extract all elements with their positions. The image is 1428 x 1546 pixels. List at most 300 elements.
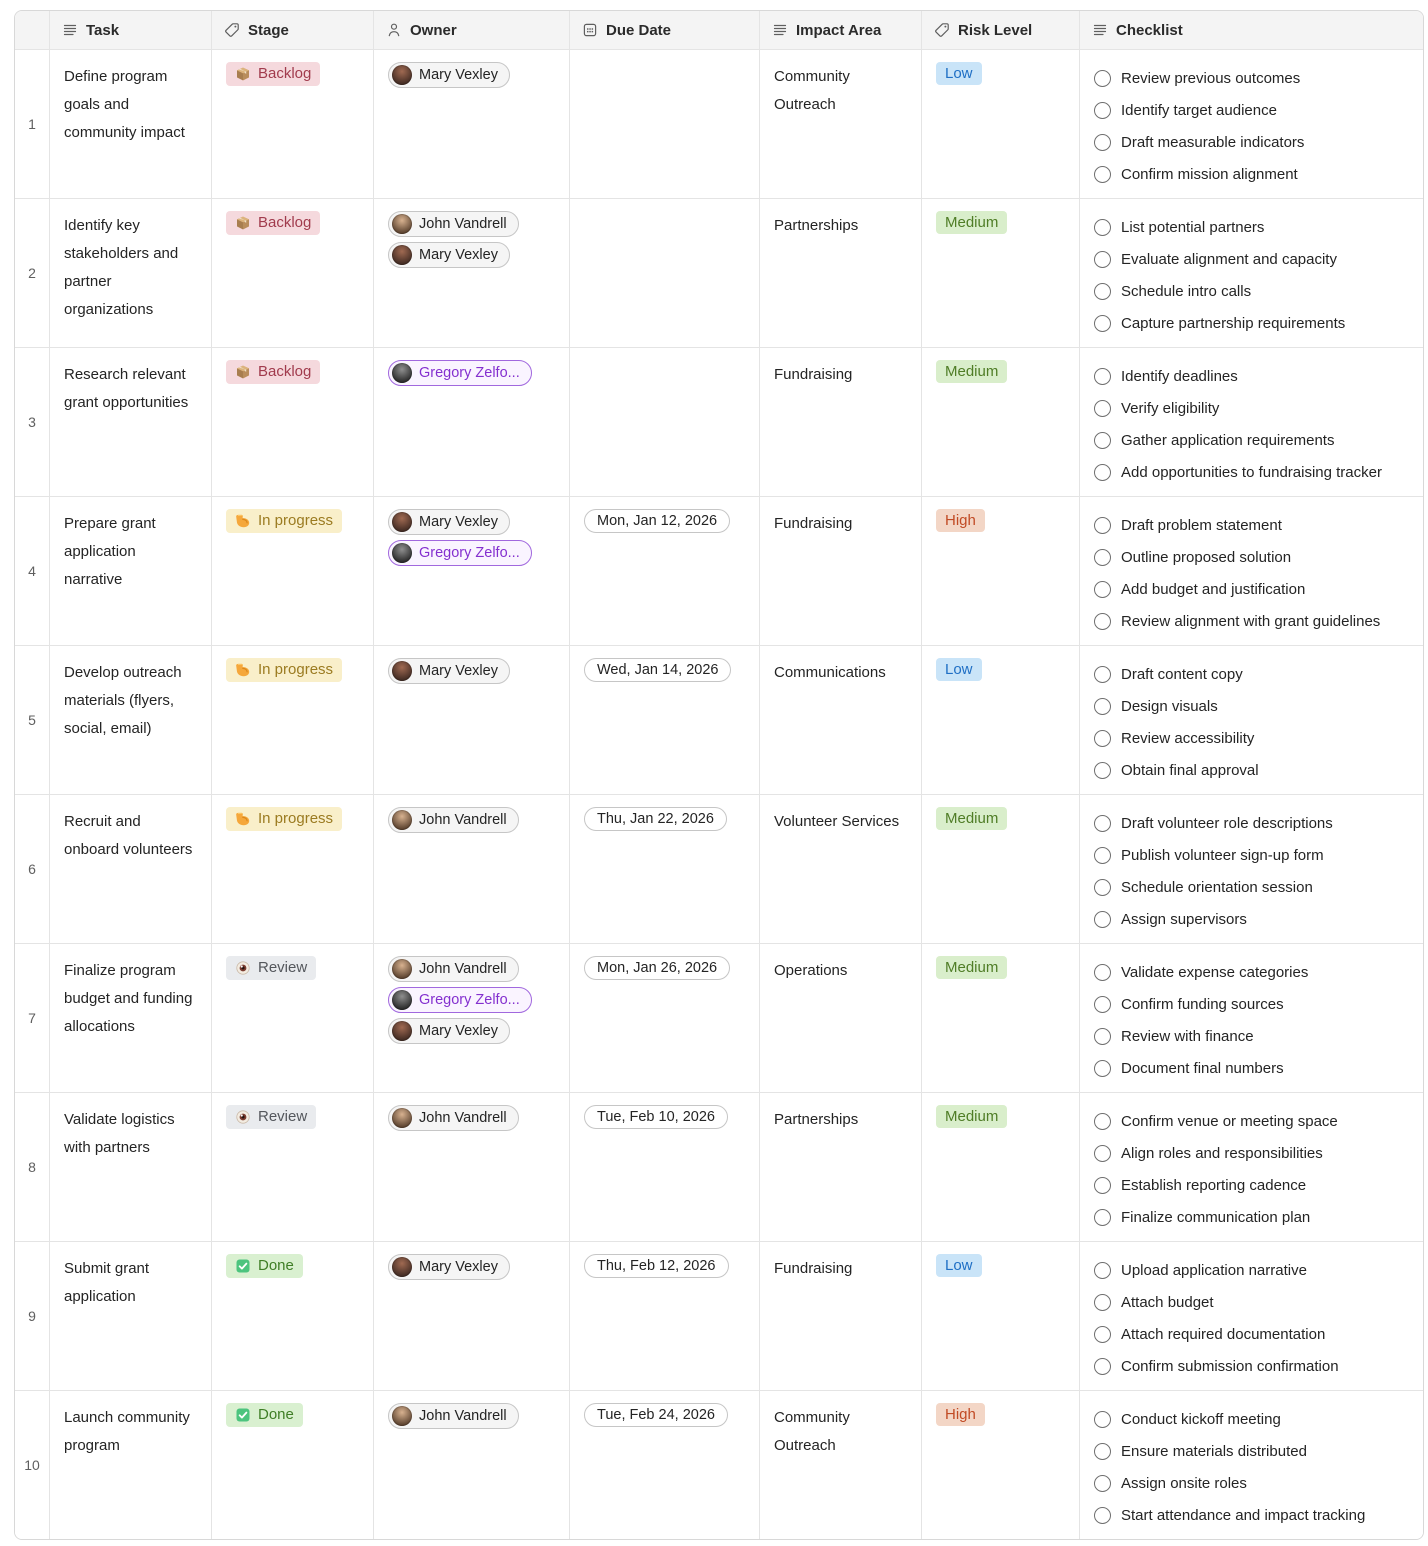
checklist-item-label: Design visuals xyxy=(1121,697,1218,715)
row-number: 1 xyxy=(28,116,36,132)
checkbox-circle[interactable] xyxy=(1094,432,1111,449)
checkbox-circle[interactable] xyxy=(1094,698,1111,715)
owner-list xyxy=(388,956,555,1044)
checklist-item xyxy=(1094,871,1409,903)
table-row xyxy=(15,496,1423,645)
owner-cell xyxy=(373,1093,569,1241)
checklist-item-label: Outline proposed solution xyxy=(1121,548,1292,566)
checklist-item-label: Schedule intro calls xyxy=(1121,282,1252,300)
checklist-item xyxy=(1094,1254,1409,1286)
due-date-cell xyxy=(569,50,759,198)
column-header-risk-level[interactable] xyxy=(921,11,1079,49)
checkbox-circle[interactable] xyxy=(1094,549,1111,566)
due-date-pill[interactable]: Thu, Feb 12, 2026 xyxy=(584,1254,729,1278)
stage-badge[interactable] xyxy=(226,956,316,980)
checklist xyxy=(1094,509,1409,637)
checklist-cell xyxy=(1079,497,1423,645)
checkbox-circle[interactable] xyxy=(1094,911,1111,928)
checklist-item-label: Document final numbers xyxy=(1121,1059,1284,1077)
checklist-item-label: Gather application requirements xyxy=(1121,431,1335,449)
stage-badge[interactable] xyxy=(226,360,320,384)
task-cell[interactable] xyxy=(49,497,211,645)
due-date-cell xyxy=(569,646,759,794)
owner-list xyxy=(388,1254,555,1280)
stage-badge[interactable] xyxy=(226,807,342,831)
checklist-item-label: Evaluate alignment and capacity xyxy=(1121,250,1337,268)
checklist-item-label: Obtain final approval xyxy=(1121,761,1259,779)
stage-cell xyxy=(211,1093,373,1241)
checklist-item-label: Confirm venue or meeting space xyxy=(1121,1112,1338,1130)
checkbox-circle[interactable] xyxy=(1094,219,1111,236)
stage-badge[interactable] xyxy=(226,509,342,533)
checklist-item xyxy=(1094,126,1409,158)
task-cell[interactable] xyxy=(49,1242,211,1390)
lines-icon xyxy=(1092,22,1108,38)
task-title: Finalize program budget and funding allocations xyxy=(64,962,193,1035)
checklist-cell xyxy=(1079,646,1423,794)
row-number: 6 xyxy=(28,861,36,877)
checklist-item-label: Identify deadlines xyxy=(1121,367,1238,385)
checklist-item xyxy=(1094,211,1409,243)
impact-area-value: Fundraising xyxy=(774,515,853,532)
column-header-impact-area[interactable] xyxy=(759,11,921,49)
bicep-icon xyxy=(235,811,251,827)
checklist-item xyxy=(1094,1137,1409,1169)
due-date-cell xyxy=(569,1093,759,1241)
stage-cell xyxy=(211,1242,373,1390)
row-number: 5 xyxy=(28,712,36,728)
table-row xyxy=(15,1390,1423,1539)
owner-list xyxy=(388,509,555,566)
checklist-item xyxy=(1094,1105,1409,1137)
checklist xyxy=(1094,807,1409,935)
checklist-item xyxy=(1094,1499,1409,1531)
stage-label: Done xyxy=(258,1406,294,1423)
checkbox-circle[interactable] xyxy=(1094,1326,1111,1343)
checklist-item xyxy=(1094,573,1409,605)
checkbox-circle[interactable] xyxy=(1094,1177,1111,1194)
risk-badge[interactable]: Low xyxy=(936,62,982,85)
checklist-item xyxy=(1094,307,1409,339)
owner-list xyxy=(388,1105,555,1131)
column-header-label: Checklist xyxy=(1116,21,1183,39)
owner-list xyxy=(388,1403,555,1429)
stage-badge[interactable] xyxy=(226,1254,303,1278)
tag-icon xyxy=(224,22,240,38)
checklist-item-label: Review alignment with grant guidelines xyxy=(1121,612,1381,630)
risk-level-cell xyxy=(921,795,1079,943)
impact-area-cell[interactable] xyxy=(759,50,921,198)
table-row xyxy=(15,49,1423,198)
task-cell[interactable] xyxy=(49,348,211,496)
stage-label: In progress xyxy=(258,661,334,678)
checkbox-circle[interactable] xyxy=(1094,464,1111,481)
owner-name: Mary Vexley xyxy=(419,663,498,679)
owner-name: Mary Vexley xyxy=(419,247,498,263)
calendar-icon xyxy=(582,22,598,38)
owner-pill[interactable] xyxy=(388,1254,510,1280)
stage-label: Review xyxy=(258,959,308,976)
risk-badge[interactable]: High xyxy=(936,509,985,532)
impact-area-cell[interactable] xyxy=(759,348,921,496)
risk-level-cell xyxy=(921,497,1079,645)
checklist-item-label: Attach required documentation xyxy=(1121,1325,1326,1343)
impact-area-value: Operations xyxy=(774,962,848,979)
owner-name: Mary Vexley xyxy=(419,67,498,83)
checkbox-circle[interactable] xyxy=(1094,1060,1111,1077)
checklist-item xyxy=(1094,275,1409,307)
owner-list xyxy=(388,658,555,684)
owner-avatar xyxy=(392,810,412,830)
task-cell[interactable] xyxy=(49,1391,211,1539)
checklist-item xyxy=(1094,1201,1409,1233)
stage-badge[interactable] xyxy=(226,1105,316,1129)
owner-avatar xyxy=(392,512,412,532)
checklist-item-label: Validate expense categories xyxy=(1121,963,1309,981)
due-date-cell xyxy=(569,1391,759,1539)
owner-avatar xyxy=(392,959,412,979)
checklist-item-label: Finalize communication plan xyxy=(1121,1208,1311,1226)
checklist-item xyxy=(1094,988,1409,1020)
owner-avatar xyxy=(392,214,412,234)
table-row xyxy=(15,645,1423,794)
risk-badge[interactable]: Low xyxy=(936,658,982,681)
row-number: 4 xyxy=(28,563,36,579)
checklist xyxy=(1094,1105,1409,1233)
checklist xyxy=(1094,1254,1409,1382)
row-number: 8 xyxy=(28,1159,36,1175)
risk-badge[interactable]: Medium xyxy=(936,1105,1007,1128)
column-header-label: Owner xyxy=(410,21,457,39)
checkbox-circle[interactable] xyxy=(1094,1294,1111,1311)
checkbox-circle[interactable] xyxy=(1094,1475,1111,1492)
checkbox-circle[interactable] xyxy=(1094,762,1111,779)
task-title: Prepare grant application narrative xyxy=(64,515,156,588)
checklist-cell xyxy=(1079,1242,1423,1390)
checklist-item xyxy=(1094,1403,1409,1435)
lines-icon xyxy=(772,22,788,38)
checklist-item-label: Establish reporting cadence xyxy=(1121,1176,1307,1194)
checkbox-circle[interactable] xyxy=(1094,1145,1111,1162)
checklist-cell xyxy=(1079,348,1423,496)
impact-area-cell[interactable] xyxy=(759,1391,921,1539)
checklist-item xyxy=(1094,903,1409,935)
checklist-item xyxy=(1094,1169,1409,1201)
checklist-item-label: Attach budget xyxy=(1121,1293,1214,1311)
checkbox-circle[interactable] xyxy=(1094,847,1111,864)
checklist xyxy=(1094,62,1409,190)
task-cell[interactable] xyxy=(49,646,211,794)
stage-badge[interactable] xyxy=(226,658,342,682)
risk-level-cell xyxy=(921,1093,1079,1241)
column-header-stage[interactable] xyxy=(211,11,373,49)
checklist-item xyxy=(1094,605,1409,637)
task-cell[interactable] xyxy=(49,1093,211,1241)
risk-badge[interactable]: Low xyxy=(936,1254,982,1277)
risk-level-cell xyxy=(921,1242,1079,1390)
checkbox-circle[interactable] xyxy=(1094,134,1111,151)
column-header-due-date[interactable] xyxy=(569,11,759,49)
due-date-cell xyxy=(569,497,759,645)
checkbox-circle[interactable] xyxy=(1094,879,1111,896)
impact-area-value: Community Outreach xyxy=(774,1409,850,1454)
risk-level-cell xyxy=(921,944,1079,1092)
task-title: Develop outreach materials (flyers, social, email) xyxy=(64,664,182,737)
owner-cell xyxy=(373,1391,569,1539)
eye-icon xyxy=(235,960,251,976)
impact-area-value: Communications xyxy=(774,664,886,681)
row-number: 7 xyxy=(28,1010,36,1026)
checklist-cell xyxy=(1079,795,1423,943)
owner-pill[interactable] xyxy=(388,509,510,535)
stage-label: Review xyxy=(258,1108,308,1125)
owner-pill[interactable] xyxy=(388,987,532,1013)
checkbox-circle[interactable] xyxy=(1094,166,1111,183)
checklist-item xyxy=(1094,1435,1409,1467)
checkbox-circle[interactable] xyxy=(1094,1209,1111,1226)
checkbox-circle[interactable] xyxy=(1094,666,1111,683)
checklist-item xyxy=(1094,658,1409,690)
check-icon xyxy=(235,1407,251,1423)
checklist-item xyxy=(1094,1020,1409,1052)
risk-level-cell xyxy=(921,1391,1079,1539)
checklist-item-label: Identify target audience xyxy=(1121,101,1277,119)
checklist-item-label: Assign onsite roles xyxy=(1121,1474,1247,1492)
risk-level-cell xyxy=(921,646,1079,794)
impact-area-cell[interactable] xyxy=(759,497,921,645)
checkbox-circle[interactable] xyxy=(1094,1113,1111,1130)
checklist-item xyxy=(1094,541,1409,573)
task-title: Validate logistics with partners xyxy=(64,1111,175,1156)
stage-label: Backlog xyxy=(258,65,312,82)
checklist-item-label: Draft volunteer role descriptions xyxy=(1121,814,1333,832)
checklist-item-label: Draft content copy xyxy=(1121,665,1243,683)
checklist-item xyxy=(1094,158,1409,190)
checkbox-circle[interactable] xyxy=(1094,613,1111,630)
column-header-task[interactable] xyxy=(49,11,211,49)
impact-area-cell[interactable] xyxy=(759,199,921,347)
owner-cell xyxy=(373,795,569,943)
checkbox-circle[interactable] xyxy=(1094,517,1111,534)
impact-area-cell[interactable] xyxy=(759,795,921,943)
bicep-icon xyxy=(235,662,251,678)
checklist-item-label: Add opportunities to fundraising tracker xyxy=(1121,463,1382,481)
package-icon xyxy=(235,66,251,82)
checklist xyxy=(1094,211,1409,339)
owner-pill[interactable] xyxy=(388,211,519,237)
checkbox-circle[interactable] xyxy=(1094,102,1111,119)
owner-avatar xyxy=(392,661,412,681)
table-header-row xyxy=(15,11,1423,49)
owner-pill[interactable] xyxy=(388,807,519,833)
due-date-pill[interactable]: Mon, Jan 26, 2026 xyxy=(584,956,730,980)
checklist-item-label: Confirm mission alignment xyxy=(1121,165,1298,183)
due-date-cell xyxy=(569,348,759,496)
column-header-label: Due Date xyxy=(606,21,672,39)
checkbox-circle[interactable] xyxy=(1094,1507,1111,1524)
owner-pill[interactable] xyxy=(388,658,510,684)
owner-cell xyxy=(373,1242,569,1390)
checkbox-circle[interactable] xyxy=(1094,1028,1111,1045)
row-number: 10 xyxy=(24,1457,40,1473)
owner-name: Mary Vexley xyxy=(419,1259,498,1275)
task-cell[interactable] xyxy=(49,944,211,1092)
checklist-item xyxy=(1094,243,1409,275)
checklist-cell xyxy=(1079,50,1423,198)
owner-pill[interactable] xyxy=(388,1403,519,1429)
table-row xyxy=(15,794,1423,943)
stage-cell xyxy=(211,944,373,1092)
impact-area-cell[interactable] xyxy=(759,646,921,794)
owner-name: Mary Vexley xyxy=(419,1023,498,1039)
checklist-cell xyxy=(1079,1093,1423,1241)
checklist-item xyxy=(1094,62,1409,94)
checkbox-circle[interactable] xyxy=(1094,964,1111,981)
table-row xyxy=(15,1241,1423,1390)
column-header-label: Stage xyxy=(248,21,289,39)
owner-avatar xyxy=(392,1021,412,1041)
impact-area-cell[interactable] xyxy=(759,1093,921,1241)
risk-badge[interactable]: Medium xyxy=(936,211,1007,234)
checkbox-circle[interactable] xyxy=(1094,996,1111,1013)
owner-avatar xyxy=(392,543,412,563)
due-date-pill[interactable]: Wed, Jan 14, 2026 xyxy=(584,658,731,682)
owner-cell xyxy=(373,199,569,347)
stage-cell xyxy=(211,199,373,347)
checklist-item-label: Conduct kickoff meeting xyxy=(1121,1410,1281,1428)
checklist-item-label: Confirm submission confirmation xyxy=(1121,1357,1339,1375)
checkbox-circle[interactable] xyxy=(1094,1411,1111,1428)
checklist-item xyxy=(1094,94,1409,126)
checklist-item xyxy=(1094,1350,1409,1382)
stage-cell xyxy=(211,795,373,943)
owner-cell xyxy=(373,50,569,198)
task-cell[interactable] xyxy=(49,199,211,347)
column-header-checklist[interactable] xyxy=(1079,11,1423,49)
checklist-item-label: Add budget and justification xyxy=(1121,580,1306,598)
checkbox-circle[interactable] xyxy=(1094,400,1111,417)
checkbox-circle[interactable] xyxy=(1094,815,1111,832)
owner-avatar xyxy=(392,1406,412,1426)
due-date-pill[interactable]: Thu, Jan 22, 2026 xyxy=(584,807,727,831)
checklist-item-label: Upload application narrative xyxy=(1121,1261,1307,1279)
stage-badge[interactable] xyxy=(226,1403,303,1427)
owner-pill[interactable] xyxy=(388,1018,510,1044)
checklist xyxy=(1094,360,1409,488)
checkbox-circle[interactable] xyxy=(1094,368,1111,385)
task-table xyxy=(14,10,1424,1540)
checklist-item-label: Review with finance xyxy=(1121,1027,1254,1045)
owner-pill[interactable] xyxy=(388,540,532,566)
task-title: Research relevant grant opportunities xyxy=(64,366,189,411)
checklist-item-label: Ensure materials distributed xyxy=(1121,1442,1307,1460)
checkbox-circle[interactable] xyxy=(1094,283,1111,300)
stage-badge[interactable] xyxy=(226,211,320,235)
task-title: Recruit and onboard volunteers xyxy=(64,813,193,858)
owner-name: John Vandrell xyxy=(419,812,507,828)
checkbox-circle[interactable] xyxy=(1094,70,1111,87)
task-title: Submit grant application xyxy=(64,1260,150,1305)
checklist-item xyxy=(1094,1318,1409,1350)
checkbox-circle[interactable] xyxy=(1094,1262,1111,1279)
checkbox-circle[interactable] xyxy=(1094,251,1111,268)
owner-pill[interactable] xyxy=(388,1105,519,1131)
owner-pill[interactable] xyxy=(388,62,510,88)
owner-name: John Vandrell xyxy=(419,1110,507,1126)
impact-area-value: Fundraising xyxy=(774,366,853,383)
checklist-item xyxy=(1094,392,1409,424)
stage-label: In progress xyxy=(258,512,334,529)
stage-label: In progress xyxy=(258,810,334,827)
checklist-item xyxy=(1094,1052,1409,1084)
owner-pill[interactable] xyxy=(388,956,519,982)
owner-pill[interactable] xyxy=(388,242,510,268)
person-icon xyxy=(386,22,402,38)
column-header-label: Risk Level xyxy=(958,21,1033,39)
row-number-header xyxy=(15,11,49,49)
stage-cell xyxy=(211,348,373,496)
impact-area-cell[interactable] xyxy=(759,1242,921,1390)
stage-label: Done xyxy=(258,1257,294,1274)
owner-name: John Vandrell xyxy=(419,961,507,977)
checklist xyxy=(1094,658,1409,786)
checklist-item xyxy=(1094,807,1409,839)
owner-name: Mary Vexley xyxy=(419,514,498,530)
impact-area-value: Partnerships xyxy=(774,1111,859,1128)
checklist-item xyxy=(1094,956,1409,988)
checklist-item-label: Align roles and responsibilities xyxy=(1121,1144,1323,1162)
risk-level-cell xyxy=(921,199,1079,347)
column-header-label: Impact Area xyxy=(796,21,882,39)
owner-avatar xyxy=(392,363,412,383)
checklist-item-label: Start attendance and impact tracking xyxy=(1121,1506,1366,1524)
owner-cell xyxy=(373,646,569,794)
checkbox-circle[interactable] xyxy=(1094,1358,1111,1375)
risk-badge[interactable]: High xyxy=(936,1403,985,1426)
owner-avatar xyxy=(392,1108,412,1128)
risk-badge[interactable]: Medium xyxy=(936,807,1007,830)
task-cell[interactable] xyxy=(49,50,211,198)
owner-name: Gregory Zelfo... xyxy=(419,992,520,1008)
checklist-item xyxy=(1094,690,1409,722)
impact-area-value: Community Outreach xyxy=(774,68,850,113)
owner-pill[interactable] xyxy=(388,360,532,386)
risk-badge[interactable]: Medium xyxy=(936,956,1007,979)
checkbox-circle[interactable] xyxy=(1094,581,1111,598)
column-header-label: Task xyxy=(86,21,120,39)
checklist-cell xyxy=(1079,944,1423,1092)
risk-badge[interactable]: Medium xyxy=(936,360,1007,383)
package-icon xyxy=(235,215,251,231)
column-header-owner[interactable] xyxy=(373,11,569,49)
owner-avatar xyxy=(392,1257,412,1277)
due-date-pill[interactable]: Mon, Jan 12, 2026 xyxy=(584,509,730,533)
stage-cell xyxy=(211,646,373,794)
checklist-item xyxy=(1094,1286,1409,1318)
checkbox-circle[interactable] xyxy=(1094,315,1111,332)
impact-area-cell[interactable] xyxy=(759,944,921,1092)
due-date-pill[interactable]: Tue, Feb 24, 2026 xyxy=(584,1403,728,1427)
impact-area-value: Volunteer Services xyxy=(774,813,900,830)
checklist-item xyxy=(1094,424,1409,456)
table-row xyxy=(15,347,1423,496)
owner-avatar xyxy=(392,245,412,265)
checkbox-circle[interactable] xyxy=(1094,1443,1111,1460)
checkbox-circle[interactable] xyxy=(1094,730,1111,747)
due-date-pill[interactable]: Tue, Feb 10, 2026 xyxy=(584,1105,728,1129)
task-cell[interactable] xyxy=(49,795,211,943)
stage-badge[interactable] xyxy=(226,62,320,86)
